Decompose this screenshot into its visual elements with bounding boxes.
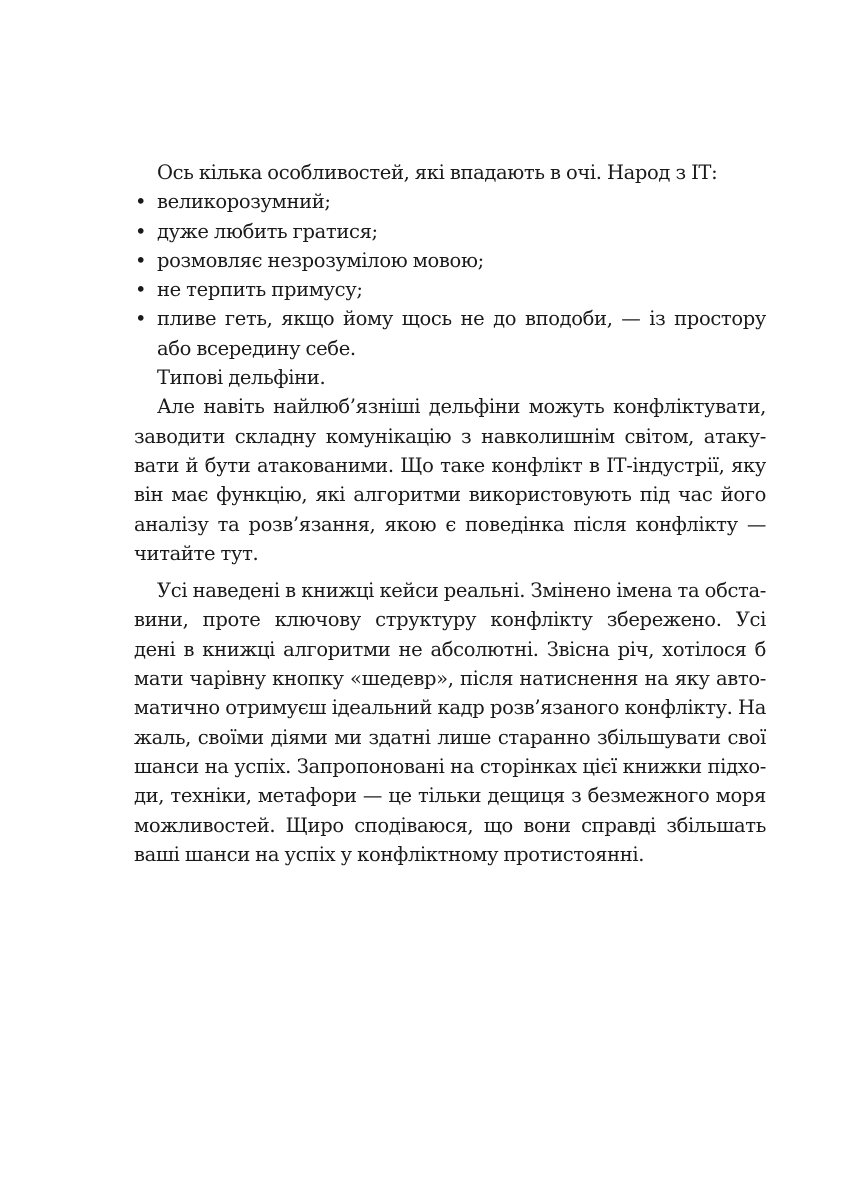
text-line: читайте тут. (134, 541, 259, 565)
text-line: аналізу та розв’язання, якою є поведінка після конфлікту — (134, 512, 766, 536)
paragraph-cases (134, 576, 766, 869)
text-line: вини, проте ключову структуру конфлікту збережено. Усі (134, 608, 766, 632)
list-item (134, 246, 766, 275)
bullet-icon: • (135, 248, 147, 272)
text-line: мати чарівну кнопку «шедевр», після натиснення на яку авто- (134, 667, 766, 691)
text-line: Усі наведені в книжці кейси реальні. Змінено імена та обста- (157, 579, 766, 603)
intro-line: Ось кілька особливостей, які впадають в очі. Народ з ІТ: (157, 161, 718, 184)
text-line: Але навіть найлюб’язніші дельфіни можуть конфліктувати, (157, 395, 766, 419)
text-line: можливостей. Щиро сподіваюся, що вони справді збільшать (134, 813, 766, 837)
list-item-text: великорозумний; (157, 190, 331, 214)
bullet-icon: • (135, 278, 147, 302)
list-item (134, 275, 766, 304)
bullet-icon: • (135, 307, 147, 331)
paragraph-gap (134, 568, 766, 576)
text-line: дені в книжці алгоритми не абсолютні. Звісна річ, хотілося б (134, 637, 766, 661)
list-item-text: пливе геть, якщо йому щось не до вподоби, — із простору (157, 307, 766, 331)
text-line: ди, техніки, метафори — це тільки дещиця з безмежного моря (134, 784, 766, 808)
list-item (134, 304, 766, 333)
paragraph-conflict (134, 392, 766, 568)
list-item-text: дуже любить гратися; (157, 219, 378, 243)
body-text (134, 158, 766, 869)
bullet-icon: • (135, 190, 147, 214)
dolphins-line: Типові дельфіни. (157, 366, 326, 390)
bullet-icon: • (135, 219, 147, 243)
text-line: заводити складну комунікацію з навколишнім світом, атаку- (134, 424, 766, 448)
text-line: він має функцію, які алгоритми використовують під час його (134, 483, 766, 507)
list-item (134, 217, 766, 246)
text-line: шанси на успіх. Запропоновані на сторінках цієї книжки підхо- (134, 754, 766, 778)
text-line: ваші шанси на успіх у конфліктному протистоянні. (134, 842, 645, 866)
text-line: матично отримуєш ідеальний кадр розв’язаного конфлікту. На (134, 696, 766, 720)
text-line: жаль, своїми діями ми здатні лише старанно збільшувати свої (134, 725, 766, 749)
list-item (134, 187, 766, 216)
list-item-text: не терпить примусу; (157, 278, 363, 302)
list-item-text: розмовляє незрозумілою мовою; (157, 248, 484, 272)
text-line: вати й бути атакованими. Що таке конфлікт в ІТ-індустрії, яку (134, 453, 766, 477)
list-item-continuation: або всередину себе. (157, 336, 356, 360)
